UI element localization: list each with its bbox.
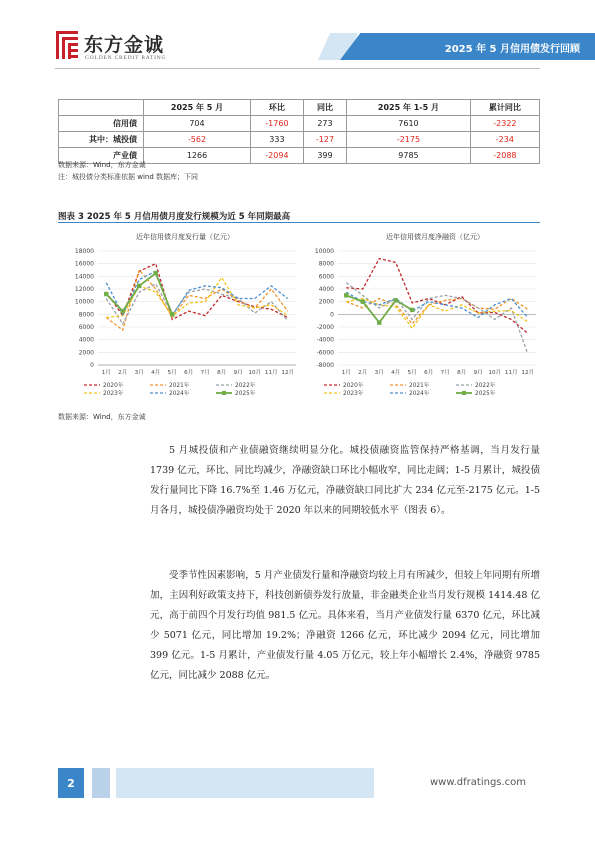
- x-tick-label: 12月: [521, 370, 535, 376]
- data-point: [410, 308, 414, 312]
- y-tick-label: 0: [90, 362, 94, 369]
- data-point: [137, 284, 141, 288]
- issuance-line-chart: [58, 243, 303, 408]
- table-cell: -2088: [470, 148, 539, 164]
- legend-label: 2025年: [235, 391, 256, 398]
- y-tick-label: 2000: [318, 298, 334, 306]
- row-label: 其中：城投债: [59, 132, 144, 148]
- legend-label: 2025年: [475, 391, 496, 398]
- table-cell: 7610: [347, 116, 471, 132]
- data-point: [344, 293, 348, 297]
- table-cell: -2322: [470, 116, 539, 132]
- y-tick-label: 2000: [78, 349, 94, 357]
- paragraph: 5 月城投债和产业债融资继续明显分化。城投债融资监管保持严格基调，当月发行量 1739 亿元，环比、同比均减少，净融资缺口环比小幅收窄，同比走阔；1-5 月累计，城投债发行量同比下降 16.7%至 1.46 万亿元，净融资缺口同比扩大 234 亿元至-2175 亿元。1-5 月各月，城投债净融资均处于 2020 年以来的同期较低水平（图表 6）。: [150, 445, 540, 516]
- table-source: 数据来源：Wind，东方金诚: [58, 161, 146, 169]
- y-tick-label: -8000: [316, 362, 334, 369]
- table-cell: -2094: [250, 148, 303, 164]
- table-cell: 399: [303, 148, 346, 164]
- header-divider: [55, 68, 540, 69]
- x-tick-label: 1月: [101, 370, 111, 376]
- table-header-cell: [59, 100, 144, 116]
- table-cell: 9785: [347, 148, 471, 164]
- legend-label: 2021年: [409, 383, 430, 390]
- y-tick-label: 16000: [74, 260, 94, 268]
- y-tick-label: 0: [330, 311, 334, 319]
- table-header-cell: 2025 年 5 月: [144, 100, 251, 116]
- data-point: [104, 292, 108, 296]
- data-point: [121, 309, 125, 313]
- x-tick-label: 7月: [200, 370, 210, 376]
- y-tick-label: 6000: [78, 324, 94, 331]
- legend-label: 2023年: [103, 391, 124, 398]
- y-tick-label: -2000: [316, 324, 334, 331]
- x-tick-label: 8月: [457, 370, 467, 376]
- x-tick-label: 6月: [424, 370, 434, 376]
- data-point: [170, 312, 174, 316]
- x-tick-label: 4月: [151, 370, 161, 376]
- x-tick-label: 4月: [391, 370, 401, 376]
- x-tick-label: 10月: [248, 370, 262, 376]
- table-cell: -1760: [250, 116, 303, 132]
- x-tick-label: 3月: [134, 370, 144, 376]
- y-tick-label: 8000: [78, 311, 94, 319]
- y-tick-label: 4000: [318, 286, 334, 293]
- series-line: [346, 283, 528, 354]
- x-tick-label: 8月: [217, 370, 227, 376]
- y-tick-label: -6000: [316, 349, 334, 357]
- page-number: 2: [67, 777, 75, 790]
- figure-divider: [58, 222, 540, 223]
- legend-marker: [222, 391, 226, 395]
- table-cell: -2175: [347, 132, 471, 148]
- logo-mark-icon: [55, 30, 79, 60]
- y-tick-label: 14000: [74, 273, 94, 281]
- data-point: [154, 271, 158, 275]
- row-label: 产业债: [59, 148, 144, 164]
- x-tick-label: 11月: [504, 370, 518, 376]
- x-tick-label: 10月: [488, 370, 502, 376]
- table-header-cell: 2025 年 1-5 月: [347, 100, 471, 116]
- table-header-cell: 同比: [303, 100, 346, 116]
- data-point: [377, 320, 381, 324]
- table-cell: 333: [250, 132, 303, 148]
- series-line: [106, 270, 288, 330]
- series-line: [346, 259, 528, 334]
- y-tick-label: 10000: [74, 298, 94, 306]
- x-tick-label: 12月: [281, 370, 295, 376]
- figure-source: 数据来源：Wind，东方金诚: [58, 413, 146, 421]
- legend-label: 2022年: [475, 383, 496, 390]
- table-cell: -562: [144, 132, 251, 148]
- x-tick-label: 7月: [440, 370, 450, 376]
- table-cell: 704: [144, 116, 251, 132]
- table-header-cell: 环比: [250, 100, 303, 116]
- footer-url: www.dfratings.com: [430, 777, 527, 788]
- x-tick-label: 9月: [233, 370, 243, 376]
- series-line: [106, 273, 172, 314]
- footer-decoration: [116, 768, 374, 798]
- chart-title-issuance: 近年信用债月度发行量（亿元）: [136, 233, 234, 241]
- footer-decoration: [92, 768, 110, 798]
- legend-label: 2020年: [103, 383, 124, 390]
- x-tick-label: 2月: [118, 370, 128, 376]
- y-tick-label: 8000: [318, 260, 334, 268]
- x-tick-label: 2月: [358, 370, 368, 376]
- logo-subtext: GOLDEN CREDIT RATING: [85, 55, 167, 61]
- table-cell: 273: [303, 116, 346, 132]
- table-header-row: [59, 100, 540, 116]
- legend-label: 2023年: [343, 391, 364, 398]
- y-tick-label: 6000: [318, 273, 334, 281]
- series-line: [346, 295, 412, 322]
- legend-label: 2022年: [235, 383, 256, 390]
- y-tick-label: 18000: [74, 248, 94, 255]
- legend-label: 2024年: [169, 391, 190, 398]
- row-label: 信用债: [59, 116, 144, 132]
- data-point: [394, 298, 398, 302]
- y-tick-label: 10000: [314, 248, 334, 255]
- table-cell: -127: [303, 132, 346, 148]
- table-row: [59, 132, 540, 148]
- legend-label: 2024年: [409, 391, 430, 398]
- report-title: 2025 年 5 月信用债发行回顾: [444, 44, 580, 55]
- table-cell: 1266: [144, 148, 251, 164]
- paragraph: 受季节性因素影响，5 月产业债发行量和净融资均较上月有所减少，但较上年同期有所增加，主因利好政策支持下，科技创新债券发行放量，非金融类企业当月发行规模 1414.48 亿元，高于前四个月发行均值 981.5 亿元。具体来看，当月产业债发行量 6370 亿元，环比减少 5071 亿元，同比增加 19.2%；净融资 1266 亿元，环比减少 2094 亿元，同比增加 399 亿元。1-5 月累计，产业债发行量 4.05 万亿元，较上年小幅增长 2.4%，净融资 9785 亿元，同比减少 2088 亿元。: [150, 570, 540, 681]
- logo-text: 东方金诚: [84, 34, 165, 56]
- x-tick-label: 9月: [473, 370, 483, 376]
- net-financing-line-chart: [298, 243, 543, 408]
- x-tick-label: 5月: [407, 370, 417, 376]
- x-tick-label: 3月: [374, 370, 384, 376]
- y-tick-label: 12000: [74, 286, 94, 293]
- legend-label: 2021年: [169, 383, 190, 390]
- table-header-cell: 累计同比: [470, 100, 539, 116]
- x-tick-label: 6月: [184, 370, 194, 376]
- y-tick-label: -4000: [316, 336, 334, 344]
- x-tick-label: 1月: [341, 370, 351, 376]
- x-tick-label: 5月: [167, 370, 177, 376]
- y-tick-label: 4000: [78, 336, 94, 344]
- table-row: [59, 116, 540, 132]
- chart-title-net-financing: 近年信用债月度净融资（亿元）: [386, 233, 484, 241]
- figure-title: 图表 3 2025 年 5 月信用债月度发行规模为近 5 年同期最高: [58, 212, 291, 222]
- legend-marker: [462, 391, 466, 395]
- x-tick-label: 11月: [264, 370, 278, 376]
- data-point: [361, 299, 365, 303]
- legend-label: 2020年: [343, 383, 364, 390]
- table-cell: -234: [470, 132, 539, 148]
- table-note: 注：城投债分类标准依据 wind 数据库；下同: [58, 173, 198, 181]
- credit-bond-table: [58, 99, 540, 164]
